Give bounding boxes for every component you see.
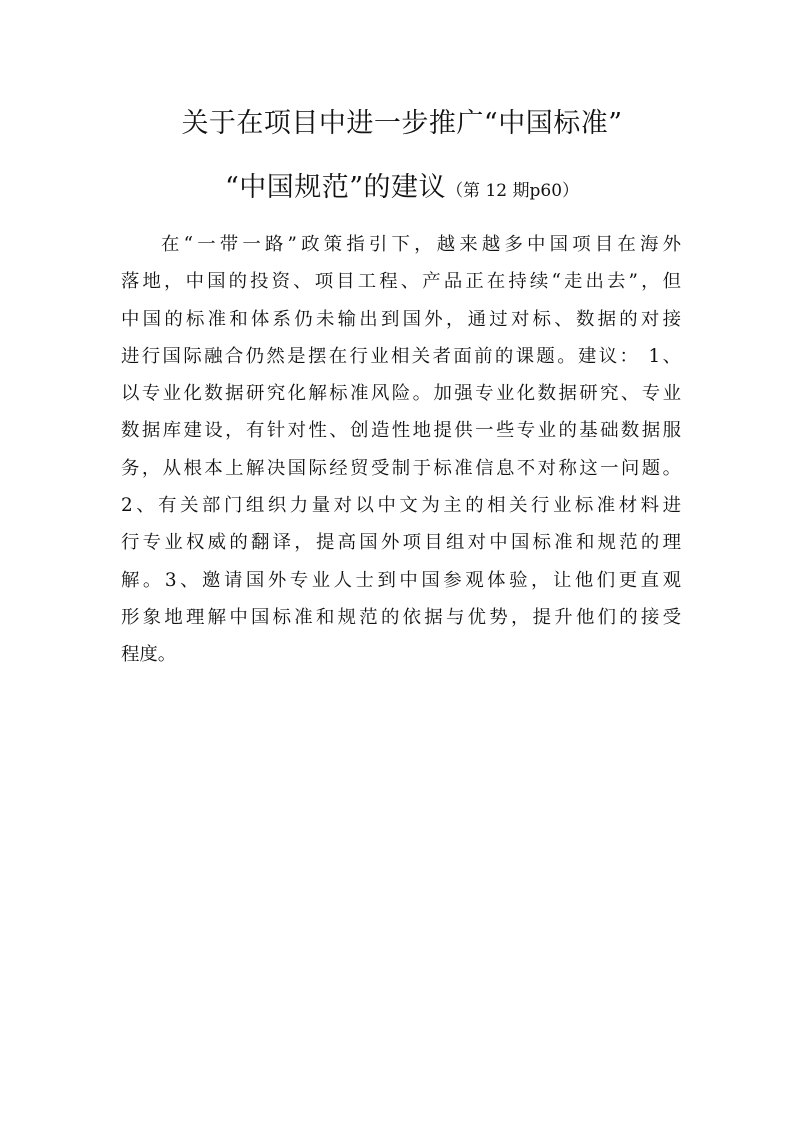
body-line: 数据库建设，有针对性、创造性地提供一些专业的基础数据服 — [121, 420, 681, 442]
body-line: 形象地理解中国标准和规范的依据与优势，提升他们的接受 — [121, 606, 681, 628]
issue-reference-note: （第 12 期p60） — [446, 181, 580, 201]
body-line: 行专业权威的翻译，提高国外项目组对中国标准和规范的理 — [121, 532, 681, 554]
body-line: 程度。 — [121, 644, 177, 666]
body-line: 进行国际融合仍然是摆在行业相关者面前的课题。建议： 1、 — [121, 345, 681, 367]
title-text-1: 关于在项目中进一步推广“中国标准” — [181, 108, 623, 139]
body-line: 中国的标准和体系仍未输出到国外，通过对标、数据的对接 — [121, 308, 681, 330]
title-text-2: “中国规范”的建议 — [224, 172, 447, 203]
body-line: 2、有关部门组织力量对以中文为主的相关行业标准材料进 — [121, 495, 681, 517]
body-line: 务，从根本上解决国际经贸受制于标准信息不对称这一问题。 — [121, 457, 681, 479]
body-line: 在“一带一路”政策指引下，越来越多中国项目在海外 — [161, 234, 681, 255]
body-line: 解。3、邀请国外专业人士到中国参观体验，让他们更直观 — [121, 569, 681, 591]
document-title-line-1 — [0, 106, 794, 142]
body-paragraph — [121, 226, 681, 674]
document-title-line-2 — [0, 170, 794, 209]
body-line: 落地，中国的投资、项目工程、产品正在持续“走出去”，但 — [121, 271, 681, 293]
body-line: 以专业化数据研究化解标准风险。加强专业化数据研究、专业 — [121, 383, 681, 405]
